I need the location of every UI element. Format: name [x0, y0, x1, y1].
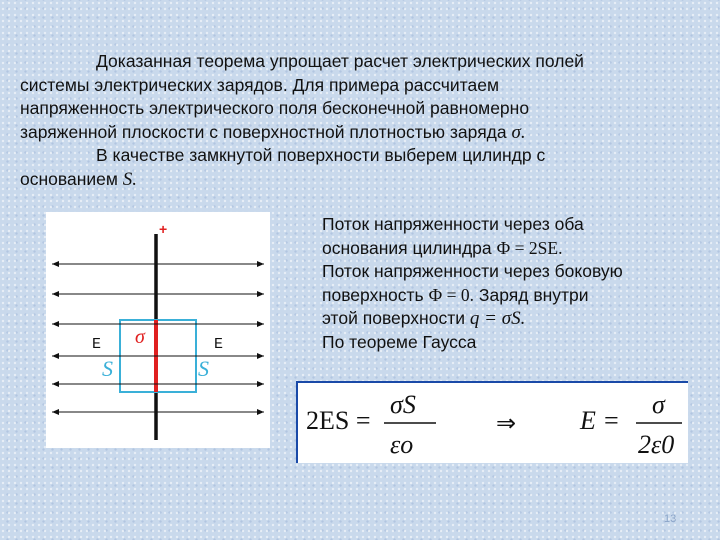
- explanation-line: основания цилиндра Ф = 2SE.: [322, 237, 563, 258]
- formula-denominator-1: εo: [390, 430, 414, 459]
- intro-line: напряженность электрического поля бесконечной равномерно: [20, 98, 530, 118]
- formula-lhs-2: E =: [580, 406, 620, 435]
- page-number: 13: [664, 513, 677, 525]
- intro-line: заряженной плоскости с поверхностной плотностью заряда σ.: [20, 121, 526, 143]
- intro-text: [20, 50, 700, 191]
- s-left-label: S: [102, 356, 113, 381]
- explanation-line: По теореме Гаусса: [322, 331, 477, 352]
- explanation-line: Поток напряженности через оба: [322, 214, 584, 234]
- figure-svg: [46, 212, 270, 448]
- formula-svg: [298, 383, 690, 465]
- e-left-label: E: [92, 336, 102, 353]
- plus-sign: +: [159, 221, 168, 237]
- formula-lhs: 2ES =: [306, 406, 371, 435]
- flux-explanation: [322, 213, 702, 354]
- explanation-line: поверхность Ф = 0. Заряд внутри: [322, 284, 589, 305]
- sigma-label: σ: [135, 326, 145, 348]
- intro-line: системы электрических зарядов. Для примера рассчитаем: [20, 74, 499, 95]
- charged-plane-figure: [46, 212, 270, 448]
- explanation-line: этой поверхности q = σS.: [322, 308, 526, 329]
- intro-line: основанием S.: [20, 168, 138, 190]
- gauss-formula-box: [296, 381, 688, 463]
- e-right-label: E: [214, 336, 224, 353]
- formula-numerator-2: σ: [652, 390, 665, 419]
- formula-denominator-2: 2ε0: [638, 430, 675, 459]
- implies-arrow: ⇒: [496, 409, 517, 437]
- intro-line: В качестве замкнутой поверхности выберем цилиндр с: [96, 145, 546, 165]
- formula-numerator-1: σS: [390, 390, 416, 419]
- s-right-label: S: [198, 356, 209, 381]
- explanation-line: Поток напряженности через боковую: [322, 261, 623, 281]
- intro-line: Доказанная теорема упрощает расчет электрических полей: [96, 51, 584, 71]
